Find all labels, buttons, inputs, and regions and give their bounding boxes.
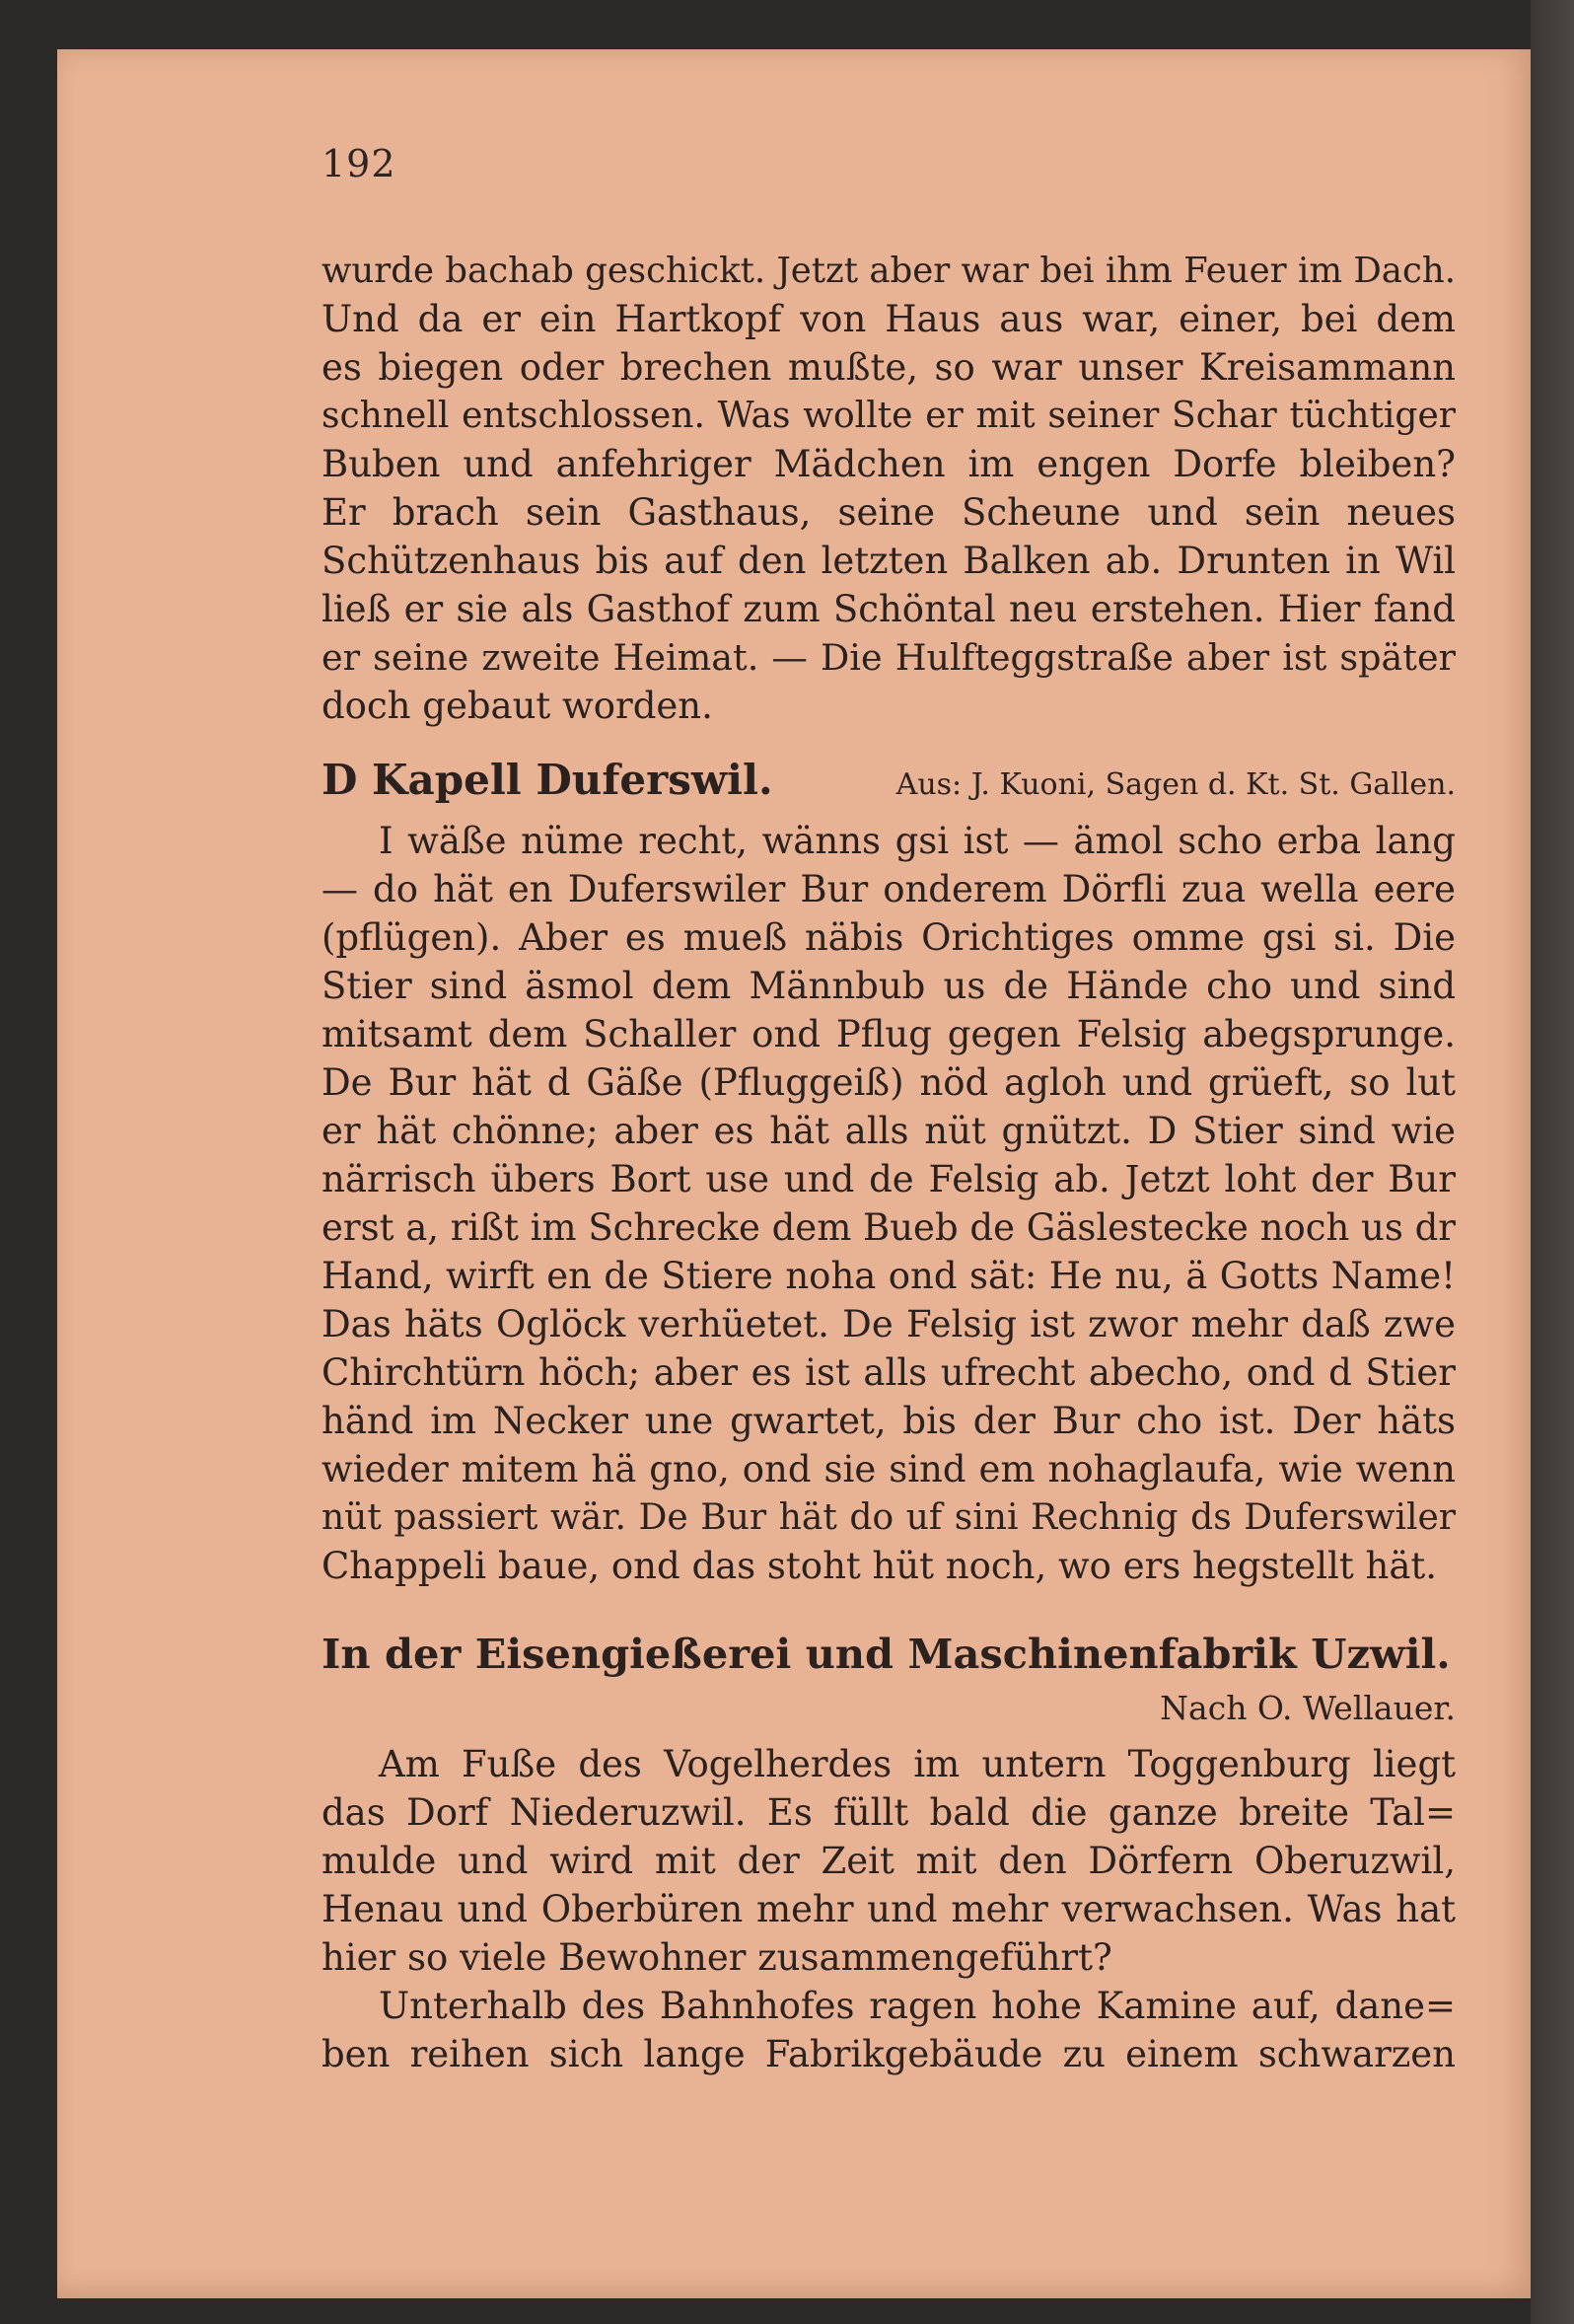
- text-line: Stier sind äsmol dem Männbub us de Hände cho und sind: [322, 965, 1456, 1007]
- text-line: I wäße nüme recht, wänns gsi ist — ämol scho erba lang: [379, 820, 1456, 862]
- section-uzwil-title: In der Eisengießerei und Maschinenfabrik Uzwil.: [322, 1630, 1451, 1678]
- text-line: händ im Necker une gwartet, bis der Bur cho ist. Der häts: [322, 1400, 1456, 1442]
- paragraph-kapell: [322, 817, 1456, 1590]
- text-line: wieder mitem hä gno, ond sie sind em nohaglaufa, wie wenn: [322, 1448, 1456, 1490]
- section-title: D Kapell Duferswil.: [322, 756, 773, 804]
- text-line: ben reihen sich lange Fabrikgebäude zu einem schwarzen: [322, 2033, 1456, 2075]
- text-line: (pflügen). Aber es mueß näbis Orichtiges omme gsi si. Die: [322, 916, 1456, 959]
- text-line: Und da er ein Hartkopf von Haus aus war, einer, bei dem: [322, 298, 1456, 340]
- text-line: er seine zweite Heimat. — Die Hulfteggstraße aber ist später: [322, 636, 1456, 679]
- text-line: es biegen oder brechen mußte, so war unser Kreisammann: [322, 346, 1456, 389]
- text-line: Hand, wirft en de Stiere noha ond sät: He nu, ä Gotts Name!: [322, 1255, 1456, 1297]
- section-source: Aus: J. Kuoni, Sagen d. Kt. St. Gallen.: [895, 767, 1456, 802]
- text-line: Schützenhaus bis auf den letzten Balken ab. Drunten in Wil: [322, 540, 1456, 582]
- text-line: mitsamt dem Schaller ond Pflug gegen Felsig abegsprunge.: [322, 1013, 1456, 1055]
- text-line: — do hät en Duferswiler Bur onderem Dörfli zua wella eere: [322, 868, 1456, 910]
- text-line: De Bur hät d Gäße (Pfluggeiß) nöd agloh und grüeft, so lut: [322, 1061, 1456, 1104]
- text-line: Das häts Oglöck verhüetet. De Felsig ist zwor mehr daß zwe: [322, 1303, 1456, 1345]
- text-line: ließ er sie als Gasthof zum Schöntal neu erstehen. Hier fand: [322, 588, 1456, 630]
- text-line: Unterhalb des Bahnhofes ragen hohe Kamine auf, dane=: [379, 1985, 1456, 2027]
- text-line: nüt passiert wär. De Bur hät do uf sini Rechnig ds Duferswiler: [322, 1497, 1456, 1538]
- text-line: Henau und Oberbüren mehr und mehr verwachsen. Was hat: [322, 1888, 1456, 1930]
- section-kapell-heading: [322, 756, 1456, 804]
- paragraph-uzwil-1: [322, 1740, 1456, 1982]
- text-line: er hät chönne; aber es hät alls nüt gnützt. D Stier sind wie: [322, 1110, 1456, 1152]
- paragraph-intro: [322, 247, 1456, 730]
- text-line: wurde bachab geschickt. Jetzt aber war bei ihm Feuer im Dach.: [322, 251, 1456, 291]
- text-line: Chirchtürn höch; aber es ist alls ufrecht abecho, ond d Stier: [322, 1351, 1456, 1394]
- text-line: schnell entschlossen. Was wollte er mit seiner Schar tüchtiger: [322, 396, 1456, 436]
- text-line: erst a, rißt im Schrecke dem Bueb de Gäslestecke noch us dr: [322, 1206, 1456, 1249]
- text-line: närrisch übers Bort use und de Felsig ab. Jetzt loht der Bur: [322, 1158, 1456, 1200]
- text-line: Buben und anfehriger Mädchen im engen Dorfe bleiben?: [322, 443, 1456, 485]
- text-line: mulde und wird mit der Zeit mit den Dörfern Oberuzwil,: [322, 1840, 1456, 1882]
- text-line: doch gebaut worden.: [322, 685, 713, 727]
- text-line: Chappeli baue, ond das stoht hüt noch, wo ers hegstellt hät.: [322, 1545, 1438, 1587]
- text-line: hier so viele Bewohner zusammengeführt?: [322, 1936, 1112, 1979]
- text-line: Am Fuße des Vogelherdes im untern Toggenburg liegt: [379, 1743, 1456, 1785]
- section-attribution: Nach O. Wellauer.: [1160, 1689, 1456, 1727]
- page-number: 192: [322, 142, 396, 185]
- paragraph-uzwil-2: [322, 1982, 1456, 2078]
- text-line: Er brach sein Gasthaus, seine Scheune und sein neues: [322, 491, 1456, 534]
- book-spine: [1531, 0, 1574, 2324]
- text-line: das Dorf Niederuzwil. Es füllt bald die ganze breite Tal=: [322, 1791, 1456, 1834]
